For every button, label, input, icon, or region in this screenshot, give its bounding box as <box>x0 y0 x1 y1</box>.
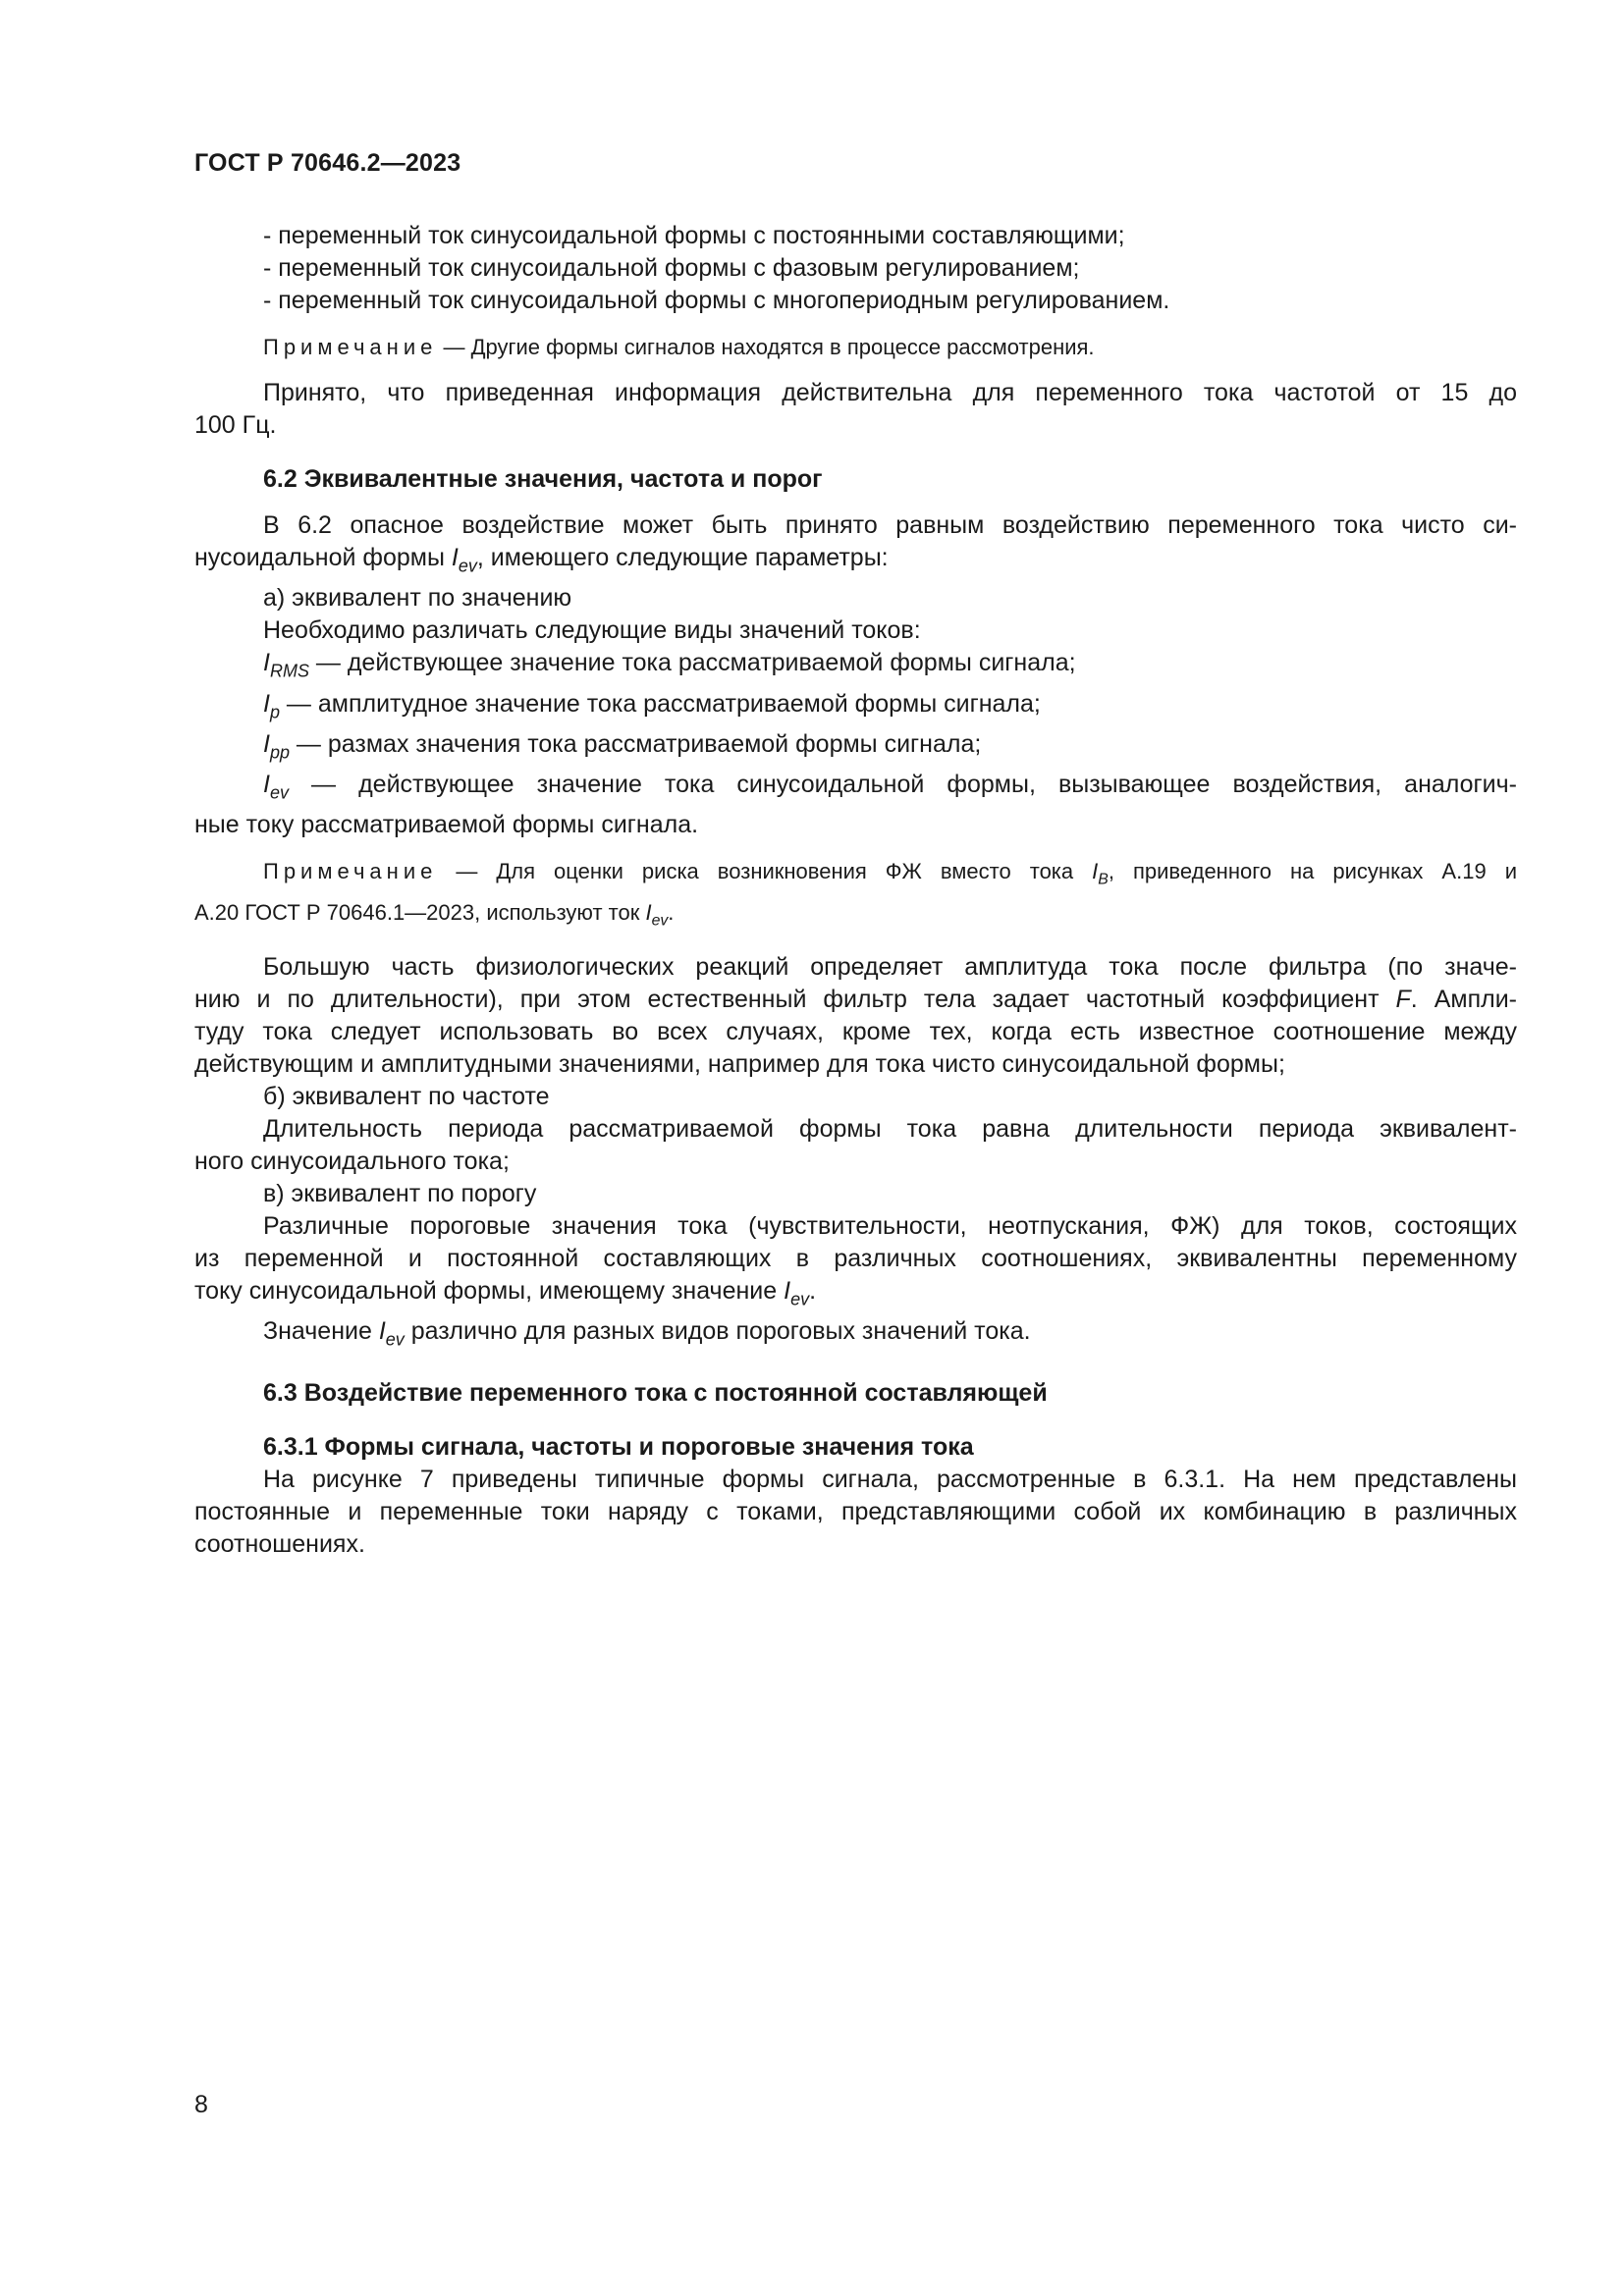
section-6-3-1-heading: 6.3.1 Формы сигнала, частоты и пороговые значения тока <box>263 1433 974 1462</box>
distinguish-text: Необходимо различать следующие виды значений токов: <box>263 616 921 645</box>
def-ipp: $I_{pp}$ — размах значения тока рассматриваемой формы сигнала; <box>263 729 982 763</box>
physio-line4: действующим и амплитудными значениями, например для тока чисто синусоидальной формы; <box>194 1049 1285 1078</box>
note-1: Примечание — Другие формы сигналов находятся в процессе рассмотрения. <box>263 335 1095 359</box>
sec631-line2: постоянные и переменные токи наряду с токами, представляющими собой их комбинацию в различных <box>194 1498 1517 1526</box>
note-label: Примечание <box>263 859 438 884</box>
bullet-item: - переменный ток синусоидальной формы с фазовым регулированием; <box>263 254 1080 282</box>
section-6-2-heading: 6.2 Эквивалентные значения, частота и порог <box>263 465 823 493</box>
section-6-3-heading: 6.3 Воздействие переменного тока с постоянной составляющей <box>263 1379 1048 1408</box>
threshold-line2: из переменной и постоянной составляющих в различных соотношениях, эквивалентны переменному <box>194 1244 1517 1272</box>
def-irms: $I_{RMS}$ — действующее значение тока рассматриваемой формы сигнала; <box>263 649 1076 681</box>
physio-line2: нию и по длительности), при этом естественный фильтр тела задает частотный коэффициент F. Ампли- <box>194 985 1517 1013</box>
list-item-a: а) эквивалент по значению <box>263 584 572 613</box>
sec631-line3: соотношениях. <box>194 1530 365 1559</box>
page-content <box>194 220 1517 1561</box>
note-label: Примечание <box>263 335 438 359</box>
physio-line3: туду тока следует использовать во всех случаях, кроме тех, когда есть известное соотношение между <box>194 1017 1517 1045</box>
threshold-line1: Различные пороговые значения тока (чувствительности, неотпускания, ФЖ) для токов, состоящих <box>263 1211 1517 1240</box>
note-2-line2: А.20 ГОСТ Р 70646.1—2023, используют ток $I_{ev}$. <box>194 900 675 930</box>
sec62-intro-line2: нусоидальной формы $I_{ev}$, имеющего следующие параметры: <box>194 544 889 576</box>
def-iev: $I_{ev}$ — действующее значение тока синусоидальной формы, вызывающее воздействия, аналогич- <box>263 771 1517 803</box>
value-iev-text: Значение $I_{ev}$ различно для разных видов пороговых значений тока. <box>263 1316 1031 1350</box>
bullet-item: - переменный ток синусоидальной формы с постоянными составляющими; <box>263 222 1125 249</box>
def-iev-line2: ные току рассматриваемой формы сигнала. <box>194 811 699 839</box>
note-2-line1: Примечание — Для оценки риска возникновения ФЖ вместо тока $I_B$, приведенного на рисунках А.19 и <box>263 859 1517 889</box>
threshold-line3: току синусоидальной формы, имеющему значение $I_{ev}$. <box>194 1276 817 1308</box>
sec631-line1: На рисунке 7 приведены типичные формы сигнала, рассмотренные в 6.3.1. На нем представлены <box>263 1466 1517 1494</box>
def-ip: $I_p$ — амплитудное значение тока рассматриваемой формы сигнала; <box>263 689 1041 721</box>
physio-line1: Большую часть физиологических реакций определяет амплитуда тока после фильтра (по значе- <box>263 952 1517 981</box>
standard-header: ГОСТ Р 70646.2—2023 <box>194 149 461 177</box>
period-line1: Длительность периода рассматриваемой формы тока равна длительности периода эквивалент- <box>263 1114 1517 1143</box>
page-number: 8 <box>194 2091 208 2118</box>
list-item-c: в) эквивалент по порогу <box>263 1179 537 1207</box>
bullet-item: - переменный ток синусоидальной формы с многопериодным регулированием. <box>263 287 1170 314</box>
list-item-b: б) эквивалент по частоте <box>263 1082 550 1110</box>
period-line2: ного синусоидального тока; <box>194 1147 510 1175</box>
sec62-intro-line1: В 6.2 опасное воздействие может быть принято равным воздействию переменного тока чисто си- <box>263 511 1517 539</box>
para-frequency-line2: 100 Гц. <box>194 411 277 439</box>
para-frequency-line1: Принято, что приведенная информация действительна для переменного тока частотой от 15 до <box>263 379 1517 406</box>
